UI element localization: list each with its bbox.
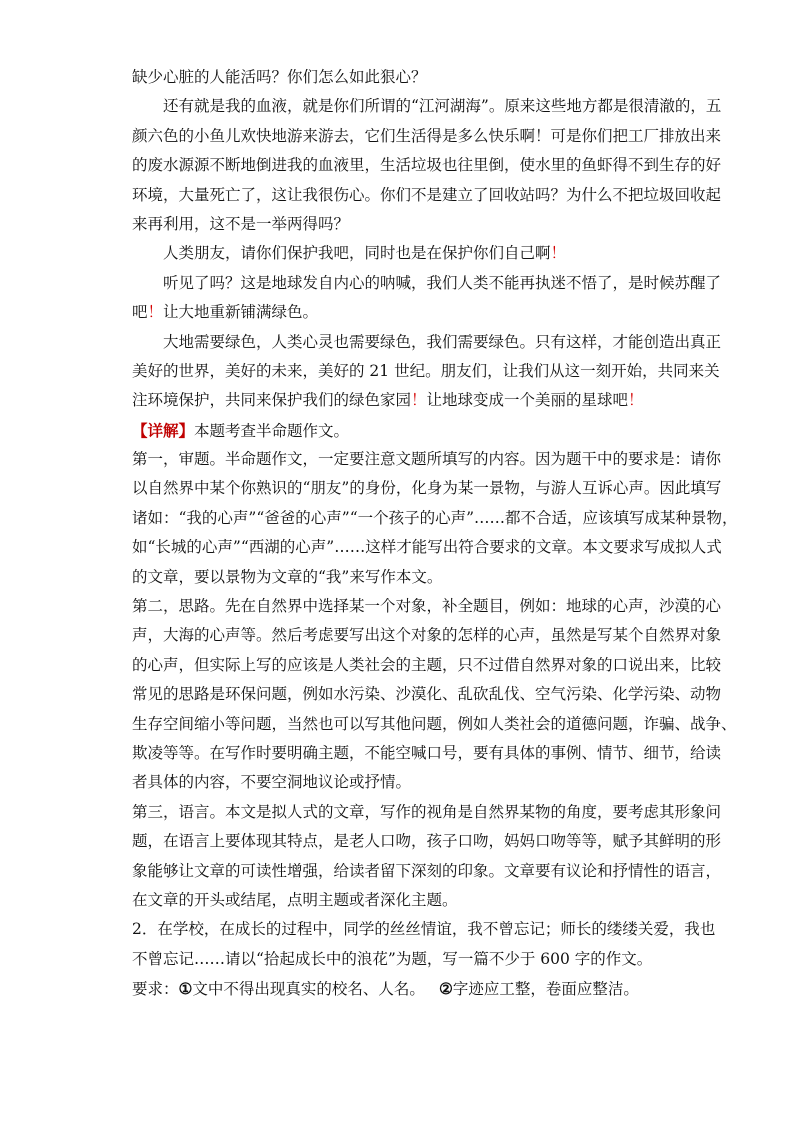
analysis-line: 第三，语言。本文是拟人式的文章，写作的视角是自然界某物的角度，要考虑其形象问 [132,802,722,821]
essay-text: 让大地重新铺满绿色。 [163,303,319,322]
essay-line: 缺少心脏的人能活吗？你们怎么如此狠心？ [132,68,427,86]
analysis-line: 欺凌等等。在写作时要明确主题，不能空喊口号，要有具体的事例、情节、细节，给读 [132,743,722,762]
analysis-line: 的文章，要以景物为文章的“我”来写作本文。 [132,567,443,586]
analysis-intro: 本题考查半命题作文。 [194,421,350,440]
analysis-line: 象能够让文章的可读性增强，给读者留下深刻的印象。文章要有议论和抒情性的语言， [132,861,722,880]
exclamation-mark: ！ [147,303,164,322]
essay-line: 还有就是我的血液，就是你们所谓的“江河湖海”。原来这些地方都是很清澈的，五 [163,97,722,116]
essay-line: 听见了吗？这是地球发自内心的呐喊，我们人类不能再执迷不悟了，是时候苏醒了 [163,273,722,292]
requirements-label: 要求： [132,980,179,999]
essay-line: 颜六色的小鱼儿欢快地游来游去，它们生活得是多么快乐啊！可是你们把工厂排放出来 [132,126,722,145]
exclamation-mark: ！ [411,391,427,410]
essay-line: 美好的世界，美好的未来，美好的 21 世纪。朋友们，让我们从这一刻开始，共同来关 [132,361,720,380]
exclamation-mark: ！ [550,244,567,263]
essay-text: 注环境保护，共同来保护我们的绿色家园 [132,391,412,410]
circled-number-2: ② [438,979,453,999]
requirement-2: 字迹应工整，卷面应整洁。 [452,980,639,999]
exclamation-mark: ！ [628,391,644,410]
question-line: 不曾忘记……请以“拾起成长中的浪花”为题，写一篇不少于 600 字的作文。 [132,949,653,968]
analysis-line: 以自然界中某个你熟识的“朋友”的身份，化身为某一景物，与游人互诉心声。因此填写 [132,479,722,498]
essay-line: 的废水源源不断地倒进我的血液里，生活垃圾也往里倒，使水里的鱼虾得不到生存的好 [132,156,722,175]
analysis-label: 【详解】 [132,420,195,440]
analysis-line: 如“长城的心声”“西湖的心声”……这样才能写出符合要求的文章。本文要求写成拟人式 [132,538,722,557]
analysis-line: 声，大海的心声等。然后考虑要写出这个对象的怎样的心声，虽然是写某个自然界对象 [132,626,722,645]
circled-number-1: ① [178,979,193,999]
essay-text: 吧 [132,303,148,322]
analysis-line: 第一，审题。半命题作文，一定要注意文题所填写的内容。因为题干中的要求是：请你 [132,450,722,469]
essay-line [132,298,662,327]
analysis-line: 的心声，但实际上写的应该是人类社会的主题，只不过借自然界对象的口说出来，比较 [132,655,722,674]
essay-line [132,386,662,415]
analysis-heading [132,416,662,445]
essay-text: 让地球变成一个美丽的星球吧 [426,391,629,410]
question-line: 2．在学校，在成长的过程中，同学的丝丝情谊，我不曾忘记；师长的缕缕关爱，我也 [132,920,716,939]
essay-line: 环境，大量死亡了，这让我很伤心。你们不是建立了回收站吗？为什么不把垃圾回收起 [132,185,722,204]
requirement-1: 文中不得出现真实的校名、人名。 [192,980,425,999]
analysis-line: 常见的思路是环保问题，例如水污染、沙漠化、乱砍乱伐、空气污染、化学污染、动物 [132,685,722,704]
analysis-line: 在文章的开头或结尾，点明主题或者深化主题。 [132,890,458,909]
analysis-line: 者具体的内容，不要空洞地议论或抒情。 [132,773,412,792]
analysis-line: 诸如：“我的心声”“爸爸的心声”“一个孩子的心声”……都不合适，应该填写成某种景物， [132,508,738,527]
requirements-line [132,974,662,1003]
text-column [132,63,738,1004]
analysis-line: 题，在语言上要体现其特点，是老人口吻，孩子口吻，妈妈口吻等等，赋予其鲜明的形 [132,832,722,851]
analysis-line: 生存空间缩小等问题，当然也可以写其他问题，例如人类社会的道德问题，诈骗、战争、 [132,714,737,733]
essay-line [132,239,662,268]
essay-line: 来再利用，这不是一举两得吗？ [132,214,350,233]
essay-text: 人类朋友，请你们保护我吧，同时也是在保护你们自己啊 [163,244,551,263]
analysis-line: 第二，思路。先在自然界中选择某一个对象，补全题目，例如：地球的心声，沙漠的心 [132,597,722,616]
essay-line: 大地需要绿色，人类心灵也需要绿色，我们需要绿色。只有这样，才能创造出真正 [163,332,722,351]
